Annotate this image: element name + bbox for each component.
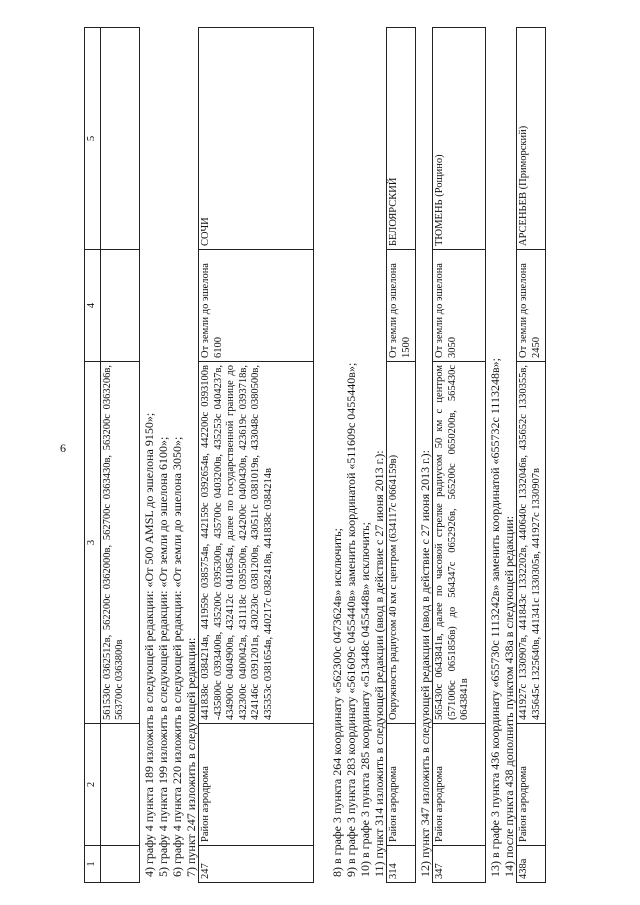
- table-row: [387, 28, 416, 883]
- table-row: [433, 28, 486, 883]
- item-12: 12) пункт 347 изложить в следующей редакции (ввод в действие с 27 июня 2013 г.):: [418, 449, 432, 877]
- zone-type: Район аэродрома: [199, 724, 314, 846]
- item-10: 10) в графе 3 пункта 285 координату «513448с 0455448в» исключить;: [358, 522, 372, 877]
- item-11: 11) пункт 314 изложить в следующей редакции (ввод в действие с 27 июня 2013 г.):: [372, 450, 386, 877]
- altitude-limits: От земли до эшелона 6100: [199, 250, 314, 362]
- row-number: 347: [433, 846, 486, 883]
- item-14: 14) после пункта 438 дополнить пунктом 438а в следующей редакции:: [502, 515, 516, 877]
- continuation-coordinates: 561530с 0362512в, 562200с 0362000в, 562700с 0363430в, 563200с 0363206в, 563700с 0363800в: [100, 362, 139, 724]
- col-4-header: 4: [85, 250, 101, 362]
- row-number: 247: [199, 846, 314, 883]
- table-row: [517, 28, 546, 883]
- item-8: 8) в графе 3 пункта 264 координату «562300с 0473624в» исключить;: [330, 528, 344, 877]
- table-row: [199, 28, 314, 883]
- table-438a: [516, 27, 546, 883]
- col-3-header: 3: [85, 362, 101, 724]
- zone-type: Район аэродрома: [387, 724, 416, 846]
- table-247: [198, 27, 314, 883]
- row-number: 438а: [517, 846, 546, 883]
- col-5-header: 5: [85, 28, 101, 250]
- page-number: 6: [60, 441, 66, 455]
- aerodrome-name: СОЧИ: [199, 28, 314, 250]
- table-347: [432, 27, 486, 883]
- col-2-header: 2: [85, 724, 101, 846]
- coordinates: 441838с 0384214в, 441959с 0385754в, 442159с 0392654в, 442200с 0393100в -435800с 0393400в, 435200с 0395300в, 435700с 0403200в, 435253с 0404237в, 434900с 0404900в, 432412с 0410854в, далее по государственной границе до 432300с 0400042в, 431118с 0395500в, 424200с 0400430в, 423619с 0393718в, 424146с 0391201в, 430230с 0381200в, 430511с 0381019в, 433048с 0380500в, 435353с 0381654в, 440217с 0382418в, 441838с 0384214в: [199, 362, 314, 724]
- item-5: 5) графу 4 пункта 199 изложить в следующей редакции: «От земли до эшелона 6100»;: [156, 436, 170, 877]
- col-1-header: 1: [85, 846, 101, 883]
- altitude-limits: От земли до эшелона 3050: [433, 250, 486, 362]
- aerodrome-name: АРСЕНЬЕВ (Приморский): [517, 28, 546, 250]
- item-7: 7) пункт 247 изложить в следующей редакции:: [184, 637, 198, 877]
- item-4: 4) графу 4 пункта 189 изложить в следующей редакции: «От 500 AMSL до эшелона 9150»;: [142, 412, 156, 877]
- altitude-limits: От земли до эшелона 1500: [387, 250, 416, 362]
- zone-type: Район аэродрома: [517, 724, 546, 846]
- document-body: [84, 33, 546, 883]
- aerodrome-name: БЕЛОЯРСКИЙ: [387, 28, 416, 250]
- item-9: 9) в графе 3 пункта 283 координату «561609с 0455440в» заменить координатой «511609с 0455440в»;: [344, 362, 358, 877]
- table-314: [386, 27, 416, 883]
- aerodrome-name: ТЮМЕНЬ (Рощино): [433, 28, 486, 250]
- coordinates: 565430с 0643841в, далее по часовой стрелке радиусом 50 км с центром (571006с 0651856в) до 564347с 0652926в, 565200с 0650200в, 565430с 0643841в: [433, 362, 486, 724]
- altitude-limits: От земли до эшелона 2450: [517, 250, 546, 362]
- zone-type: Район аэродрома: [433, 724, 486, 846]
- item-13: 13) в графе 3 пункта 436 координату «655730с 1113242в» заменить координатой «655732с 1113248в»;: [488, 358, 502, 877]
- coordinates: 441927с 1330907в, 441843с 1332202в, 440640с 1332046в, 435652с 1330355в, 435645с 1325640в, 441341с 1330305в, 441927с 1330907в: [517, 362, 546, 724]
- coordinates: Окружность радиусом 40 км с центром (634117с 0664159в): [387, 362, 416, 724]
- item-6: 6) графу 4 пункта 220 изложить в следующей редакции: «От земли до эшелона 3050»;: [170, 436, 184, 877]
- row-number: 314: [387, 846, 416, 883]
- table-header-row: [85, 28, 101, 883]
- table-row: [100, 28, 139, 883]
- continuation-table: [84, 27, 140, 883]
